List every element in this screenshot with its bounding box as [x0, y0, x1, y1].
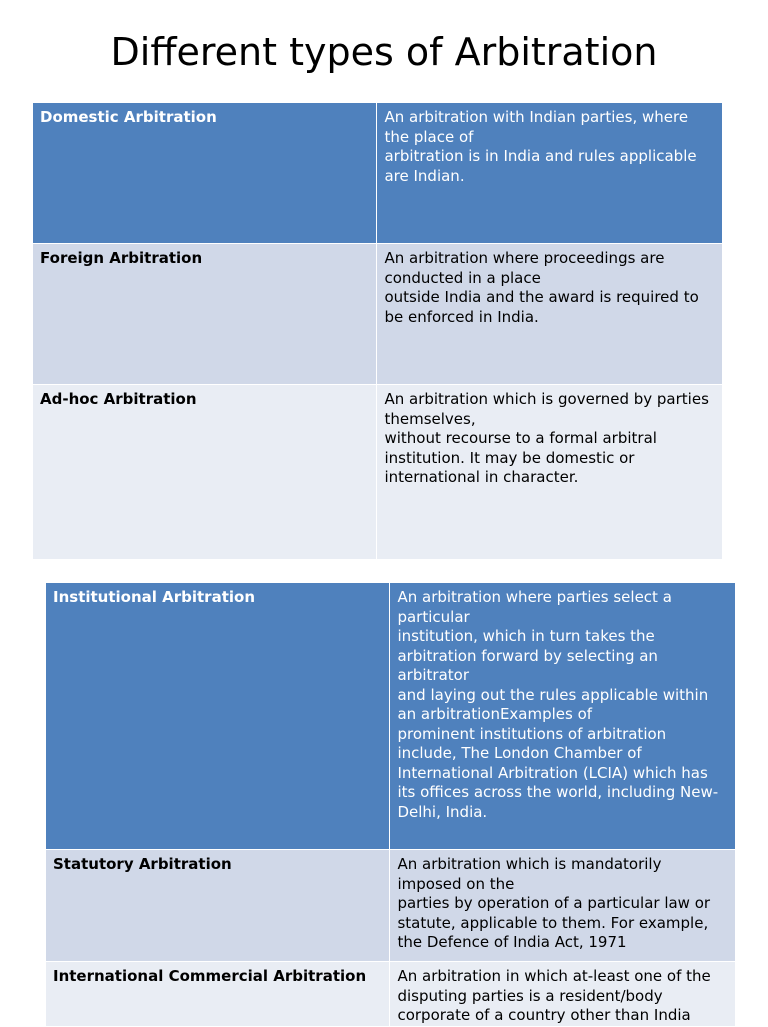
term-foreign-arbitration: Foreign Arbitration: [40, 249, 203, 267]
term-cell: [33, 244, 377, 385]
definition-cell: [377, 103, 723, 244]
definition-line: outside India and the award is required to be enforced in India.: [384, 288, 699, 326]
arbitration-types-table-2: [45, 582, 736, 1027]
definition-cell: [390, 850, 736, 962]
table-row: [46, 850, 736, 962]
definition-cell: [377, 385, 723, 560]
term-cell: [46, 962, 390, 1027]
table-row: [33, 103, 723, 244]
term-cell: [46, 850, 390, 962]
term-cell: [33, 103, 377, 244]
term-adhoc-arbitration: Ad-hoc Arbitration: [40, 390, 197, 408]
definition-cell: [390, 583, 736, 850]
term-cell: [33, 385, 377, 560]
definition-line: institution, which in turn takes the arbitration forward by selecting an arbitrator: [397, 627, 658, 684]
definition-line: prominent institutions of arbitration include, The London Chamber of International Arbitration (LCIA) which has its offices across the world, including New-Delhi, India.: [397, 724, 719, 821]
table-row: [46, 962, 736, 1027]
definition-line: parties by operation of a particular law or statute, applicable to them. For example, the Defence of India Act, 1971: [397, 894, 711, 951]
definition-line: An arbitration which is governed by parties themselves,: [384, 390, 709, 428]
term-domestic-arbitration: Domestic Arbitration: [40, 108, 217, 126]
definition-line: and laying out the rules applicable within an arbitrationExamples of: [397, 685, 709, 723]
arbitration-types-table-1: [32, 102, 723, 560]
definition-line: arbitration is in India and rules applicable are Indian.: [384, 147, 697, 185]
term-cell: [46, 583, 390, 850]
term-statutory-arbitration: Statutory Arbitration: [53, 855, 232, 873]
definition-line: An arbitration which is mandatorily imposed on the: [397, 855, 662, 893]
table-row: [46, 583, 736, 850]
definition-line: An arbitration in which at-least one of the disputing parties is a resident/body corporate of a country other than India: [397, 967, 711, 1024]
table-row: [33, 244, 723, 385]
definition-line: An arbitration where proceedings are conducted in a place: [384, 249, 665, 287]
definition-line: without recourse to a formal arbitral institution. It may be domestic or international in character.: [384, 429, 657, 486]
definition-line: An arbitration with Indian parties, where the place of: [384, 108, 689, 146]
definition-cell: [377, 244, 723, 385]
slide-title: Different types of Arbitration: [110, 30, 658, 74]
definition-cell: [390, 962, 736, 1027]
term-institutional-arbitration: Institutional Arbitration: [53, 588, 256, 606]
table-row: [33, 385, 723, 560]
definition-line: An arbitration where parties select a particular: [397, 588, 672, 626]
term-international-commercial-arbitration: International Commercial Arbitration: [53, 967, 367, 985]
